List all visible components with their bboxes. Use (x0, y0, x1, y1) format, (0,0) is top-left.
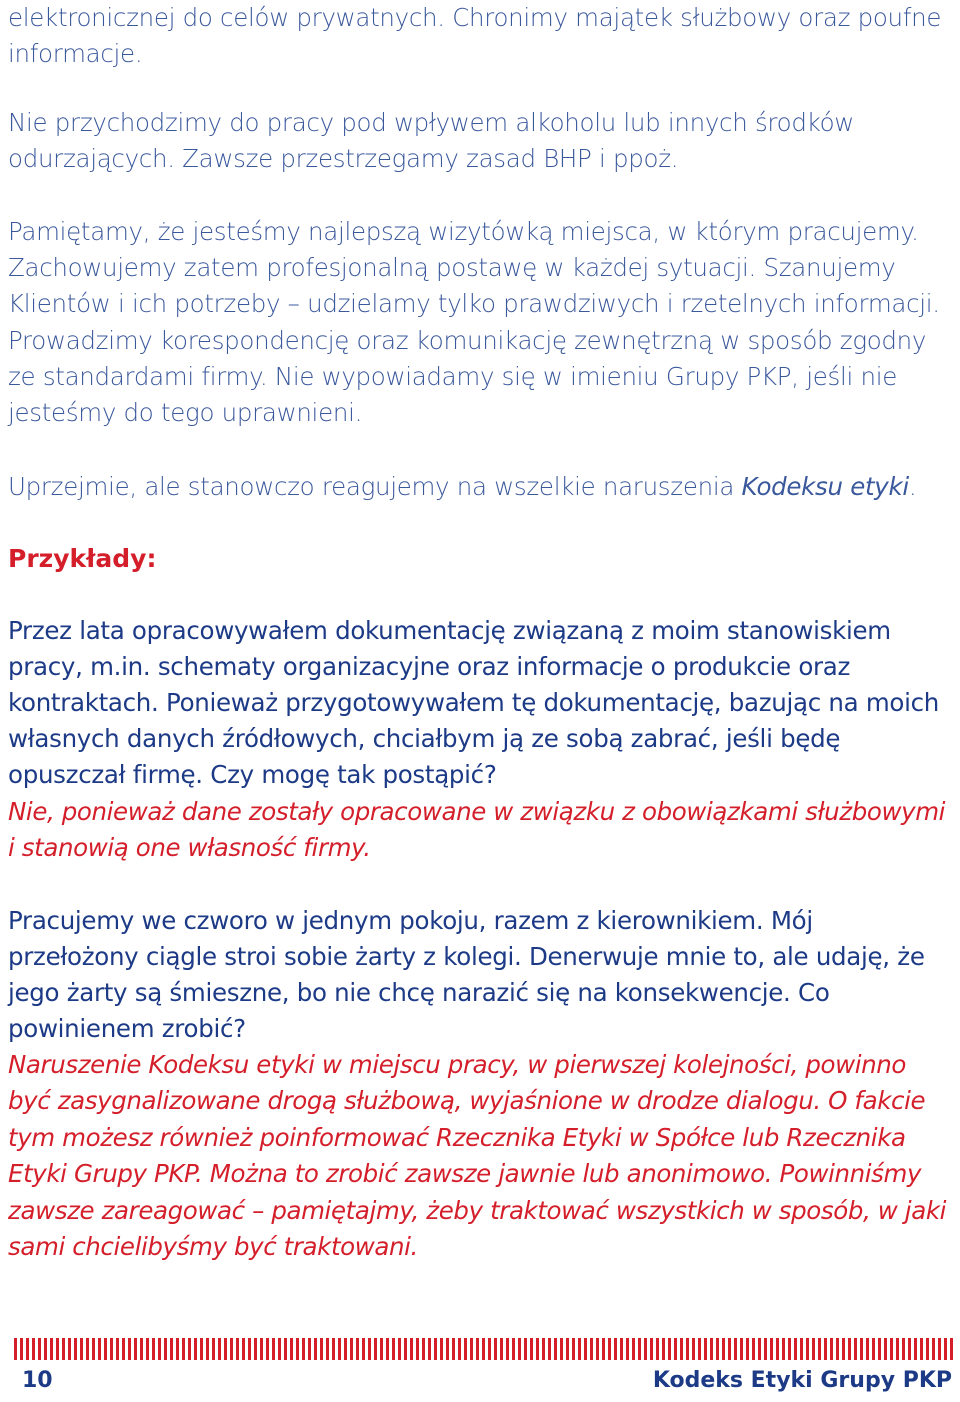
examples-heading: Przykłady: (8, 544, 157, 573)
example-question-2: Pracujemy we czworo w jednym pokoju, razem z kierownikiem. Mój przełożony ciągle stroi sobie żarty z kolegi. Denerwuje mnie to, ale udaję, że jego żarty są śmieszne, bo nie chcę narazić się na konsekwencje. Co powinienem zrobić? (8, 906, 925, 1043)
footer-document-title: Kodeks Etyki Grupy PKP (652, 1368, 952, 1393)
paragraph-professional-attitude: Pamiętamy, że jesteśmy najlepszą wizytówką miejsca, w którym pracujemy. Zachowujemy zatem profesjonalną postawę w każdej sytuacji. Szanujemy Klientów i ich potrzeby – udzielamy tylko prawdziwych i rzetelnych informacji. Prowadzimy korespondencję oraz komunikację zewnętrzną w sposób zgodny ze standardami firmy. Nie wypowiadamy się w imieniu Grupy PKP, jeśli nie jesteśmy do tego uprawnieni. (8, 217, 940, 428)
paragraph-react-violations-text: Uprzejmie, ale stanowczo reagujemy na wszelkie naruszenia (8, 472, 742, 501)
paragraph-react-violations-italic: Kodeksu etyki (741, 472, 909, 501)
example-answer-2: Naruszenie Kodeksu etyki w miejscu pracy, w pierwszej kolejności, powinno być zasygnalizowane drogą służbową, wyjaśnione w drodze dialogu. O fakcie tym możesz również poinformować Rzecznika Etyki w Spółce lub Rzecznika Etyki Grupy PKP. Można to zrobić zawsze jawnie lub anonimowo. Powinniśmy zawsze zareagować – pamiętajmy, żeby traktować wszystkich w sposób, w jaki sami chcielibyśmy być traktowani. (8, 1050, 947, 1262)
example-answer-1: Nie, ponieważ dane zostały opracowane w związku z obowiązkami służbowymi i stanowią one własność firmy. (8, 797, 946, 863)
example-question-1: Przez lata opracowywałem dokumentację związaną z moim stanowiskiem pracy, m.in. schematy organizacyjne oraz informacje o produkcie oraz kontraktach. Ponieważ przygotowywałem tę dokumentację, bazując na moich własnych danych źródłowych, chciałbym ją ze sobą zabrać, jeśli będę opuszczał firmę. Czy mogę tak postąpić? (8, 616, 940, 789)
paragraph-alcohol: Nie przychodzimy do pracy pod wpływem alkoholu lub innych środków odurzających. Zawsze przestrzegamy zasad BHP i ppoż. (8, 108, 855, 174)
page-number: 10 (22, 1368, 53, 1393)
footer-striped-bar (14, 1338, 956, 1360)
paragraph-react-violations-end: . (908, 472, 917, 501)
paragraph-private-use: elektronicznej do celów prywatnych. Chronimy majątek służbowy oraz poufne informacje. (8, 3, 942, 69)
paragraph-react-violations (8, 469, 948, 505)
